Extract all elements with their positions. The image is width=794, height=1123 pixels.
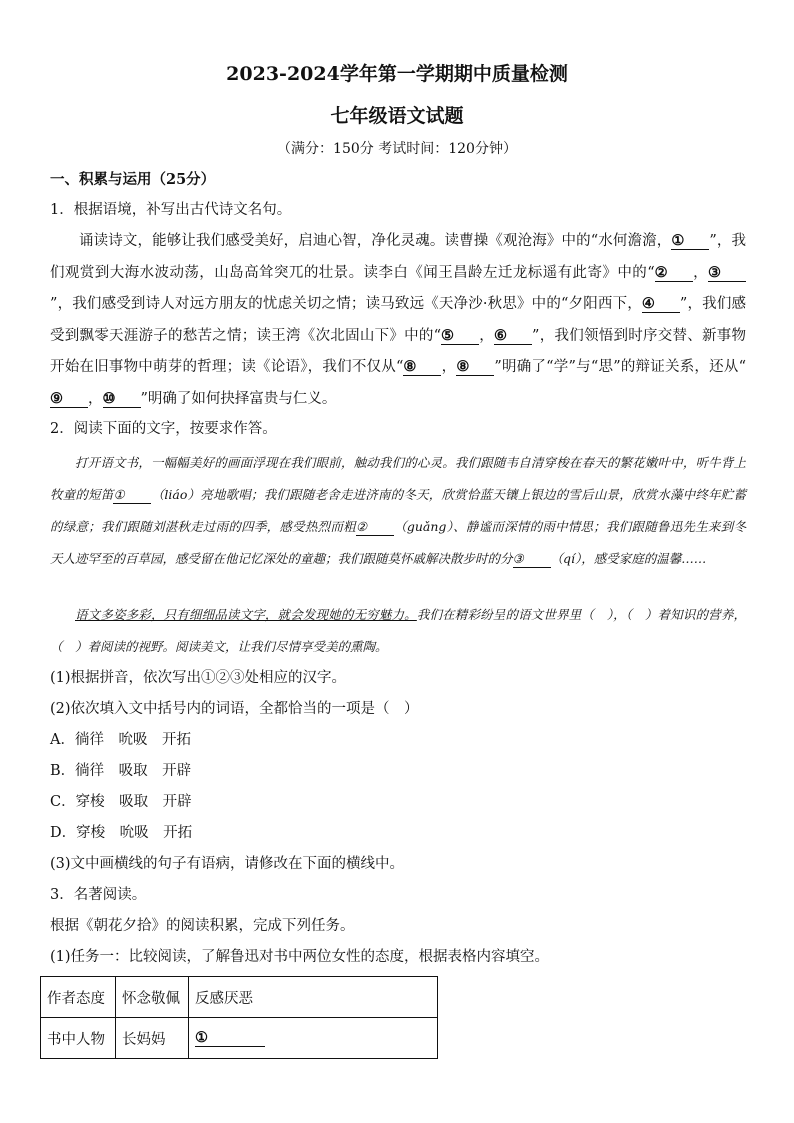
q2-sub3: (3)文中画横线的句子有语病，请修改在下面的横线中。 — [50, 856, 405, 872]
table-cell: 反感厌恶 — [189, 977, 438, 1018]
option-d[interactable]: D．穿梭 吮吸 开拓 — [50, 825, 193, 841]
option-b[interactable]: B．徜徉 吸取 开辟 — [50, 763, 192, 779]
comparison-table — [40, 976, 438, 1059]
table-cell: 书中人物 — [41, 1018, 116, 1059]
answer-blank[interactable]: ① — [189, 1018, 438, 1059]
option-a[interactable]: A．徜徉 吮吸 开拓 — [50, 732, 191, 748]
q2-prompt: 2．阅读下面的文字，按要求作答。 — [50, 421, 277, 437]
table-cell: 怀念敬佩 — [116, 977, 189, 1018]
q2-passage-a: 打开语文书，一幅幅美好的画面浮现在我们眼前，触动我们的心灵。我们跟随韦自清穿梭在春天的繁花嫩叶中，听牛背上牧童的短笛① （liáo）亮地歌唱；我们跟随老舍走进济南的冬天，欣赏恰蓝天镶上银边的雪后山景，欣赏水藻中终年贮蓄的绿意；我们跟随刘湛秋走过雨的四季，感受热烈而粗② （guǎng）、静谧而深情的雨中情思；我们跟随鲁迅先生来到冬天人迹罕至的百草园，感受留在他记忆深处的童趣；我们跟随莫怀戚解决散步时的分③ （qí），感受家庭的温馨…… — [50, 455, 746, 566]
q1-paragraph: 诵读诗文，能够让我们感受美好，启迪心智，净化灵魂。读曹操《观沧海》中的“水何澹澹，① ”，我们观赏到大海水波动荡，山岛高耸突兀的壮景。读李白《闻王昌龄左迁龙标遥有此寄》中的“② ，③”，我们感受到诗人对远方朋友的忧虑关切之情；读马致远《天净沙·秋思》中的“夕阳西下，④ ”，我们感受到飘零天涯游子的愁苦之情；读王湾《次北固山下》中的“⑤ ，⑥ ”，我们领悟到时序交替、新事物开始在旧事物中萌芽的哲理；读《论语》，我们不仅从“⑧ ，⑧ ”明确了“学”与“思”的辩证关系，还从“⑨ ，⑩ ”明确了如何抉择富贵与仁义。 — [50, 232, 746, 407]
q3-intro: 根据《朝花夕拾》的阅读积累，完成下列任务。 — [50, 918, 355, 934]
section-heading: 一、积累与运用（25分） — [50, 171, 216, 188]
exam-subtitle: 七年级语文试题 — [330, 105, 464, 127]
underlined-sentence: 语文多姿多彩，只有细细品读文字，就会发现她的无穷魅力。 — [75, 607, 417, 622]
table-row — [41, 1018, 438, 1059]
q2-sub1: (1)根据拼音，依次写出①②③处相应的汉字。 — [50, 670, 347, 686]
option-c[interactable]: C．穿梭 吸取 开辟 — [50, 794, 192, 810]
q3-task1: (1)任务一：比较阅读，了解鲁迅对书中两位女性的态度，根据表格内容填空。 — [50, 949, 550, 965]
q3-prompt: 3．名著阅读。 — [50, 887, 147, 903]
q2-passage-b: 语文多姿多彩，只有细细品读文字，就会发现她的无穷魅力。我们在精彩纷呈的语文世界里（ ），（ ）着知识的营养，（ ）着阅读的视野。阅读美文，让我们尽情享受美的熏陶。 — [50, 607, 746, 654]
q1-prompt: 1．根据语境，补写出古代诗文名句。 — [50, 202, 292, 218]
table-cell: 长妈妈 — [116, 1018, 189, 1059]
q2-sub2: (2)依次填入文中括号内的词语，全都恰当的一项是（ ） — [50, 701, 419, 717]
table-cell: 作者态度 — [41, 977, 116, 1018]
table-row — [41, 977, 438, 1018]
exam-info: （满分：150分 考试时间：120分钟） — [277, 141, 517, 157]
exam-title: 2023-2024学年第一学期期中质量检测 — [226, 63, 568, 85]
